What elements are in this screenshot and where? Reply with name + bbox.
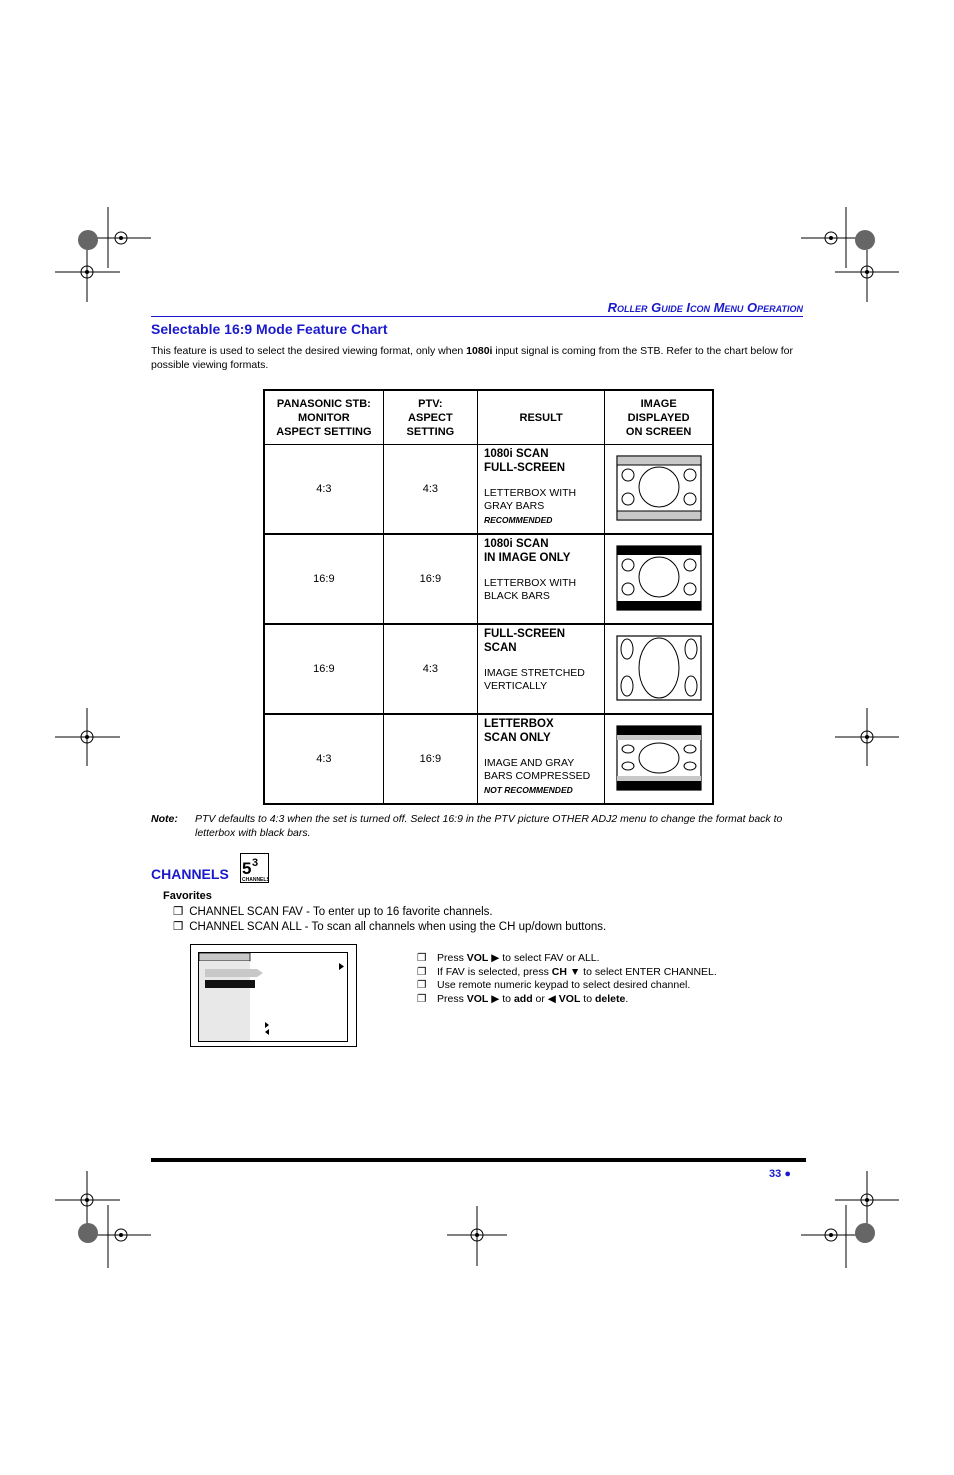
- ptv-setting: 16:9: [383, 714, 477, 804]
- screen-diagram-stretched: [605, 624, 713, 714]
- steps-list: [417, 952, 717, 1006]
- header-result: RESULT: [477, 390, 604, 445]
- table-row: [264, 714, 713, 804]
- stb-setting: 4:3: [264, 445, 383, 535]
- page-number: 33 ●: [769, 1168, 791, 1180]
- table-header-row: [264, 390, 713, 445]
- intro-paragraph: This feature is used to select the desired viewing format, only when 1080i input signal is coming from the STB. Refer to the chart below for possible viewing formats.: [151, 345, 794, 371]
- stb-setting: 16:9: [264, 624, 383, 714]
- menu-screenshot: [198, 952, 348, 1042]
- table-row: [264, 445, 713, 535]
- list-item: ❐ Press VOL ▶ to add or ◀ VOL to delete.: [417, 992, 629, 1005]
- running-header: Roller Guide Icon Menu Operation: [607, 300, 803, 315]
- svg-text:CHANNELS: CHANNELS: [242, 877, 269, 883]
- screen-diagram-gray-bars: [605, 445, 713, 535]
- header-image: IMAGE DISPLAYED ON SCREEN: [605, 390, 713, 445]
- header-stb: PANASONIC STB: MONITOR ASPECT SETTING: [264, 390, 383, 445]
- ptv-setting: 4:3: [383, 624, 477, 714]
- checkbox-bullet-icon: ❐: [173, 906, 184, 918]
- footer-rule: [151, 1158, 806, 1162]
- note-paragraph: Note: PTV defaults to 4:3 when the set is turned off. Select 16:9 in the PTV picture OTHER ADJ2 menu to change the format back to letterbox with black bars.: [151, 813, 783, 839]
- result-cell: 1080i SCAN IN IMAGE ONLY LETTERBOX WITH BLACK BARS: [477, 534, 604, 624]
- list-item: ❐ CHANNEL SCAN FAV - To enter up to 16 favorite channels.: [173, 906, 493, 918]
- checkbox-bullet-icon: ❐: [173, 921, 184, 933]
- channels-icon: [240, 853, 269, 883]
- header-rule: [151, 316, 803, 317]
- feature-title: Selectable 16:9 Mode Feature Chart: [151, 321, 388, 337]
- list-item: ❐ Use remote numeric keypad to select desired channel.: [417, 979, 691, 991]
- channels-title: CHANNELS: [151, 866, 229, 882]
- list-item: ❐ CHANNEL SCAN ALL - To scan all channels when using the CH up/down buttons.: [173, 921, 607, 933]
- svg-text:3: 3: [252, 857, 259, 869]
- result-cell: 1080i SCAN FULL-SCREEN LETTERBOX WITH GRAY BARS RECOMMENDED: [477, 445, 604, 535]
- screen-diagram-black-bars: [605, 534, 713, 624]
- result-cell: LETTERBOX SCAN ONLY IMAGE AND GRAY BARS COMPRESSED NOT RECOMMENDED: [477, 714, 604, 804]
- stb-setting: 16:9: [264, 534, 383, 624]
- favorites-heading: Favorites: [163, 890, 212, 902]
- svg-text:5: 5: [242, 859, 252, 878]
- ptv-setting: 4:3: [383, 445, 477, 535]
- ptv-setting: 16:9: [383, 534, 477, 624]
- screen-diagram-compressed: [605, 714, 713, 804]
- header-ptv: PTV: ASPECT SETTING: [383, 390, 477, 445]
- table-row: [264, 534, 713, 624]
- result-cell: FULL-SCREEN SCAN IMAGE STRETCHED VERTICALLY: [477, 624, 604, 714]
- stb-setting: 4:3: [264, 714, 383, 804]
- table-row: [264, 624, 713, 714]
- aspect-chart-table: [263, 389, 714, 805]
- bullet-icon: ●: [784, 1168, 791, 1180]
- list-item: ❐ Press VOL ▶ to select FAV or ALL.: [417, 952, 600, 964]
- list-item: ❐ If FAV is selected, press CH ▼ to select ENTER CHANNEL.: [417, 965, 717, 978]
